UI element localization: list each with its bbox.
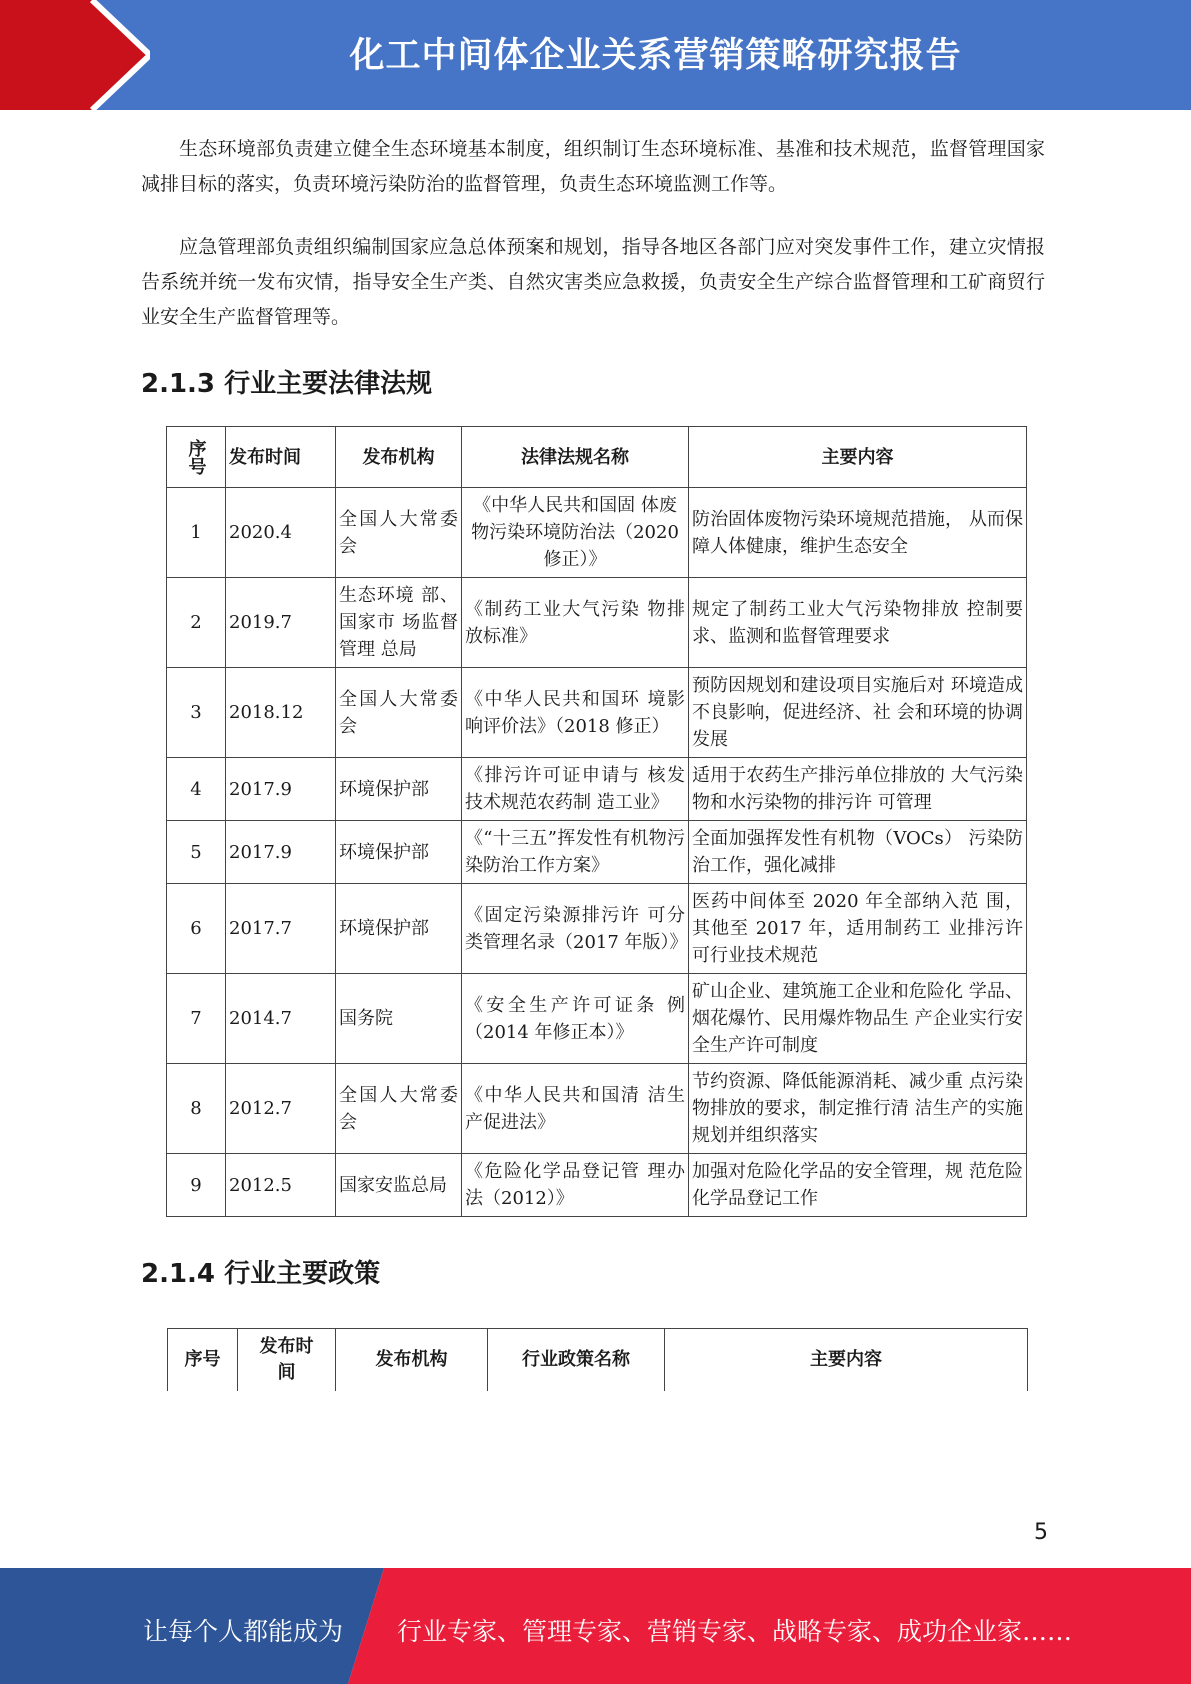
- row-law-name: 《固定污染源排污许 可分类管理名录（2017 年版）》: [462, 884, 689, 974]
- col-header-law-name: 法律法规名称: [462, 427, 689, 488]
- col-header-content: 主要内容: [665, 1329, 1028, 1392]
- table-row: [167, 488, 1027, 578]
- row-content: 矿山企业、建筑施工企业和危险化 学品、烟花爆竹、民用爆炸物品生 产企业实行安全生产许可制度: [689, 974, 1027, 1064]
- row-date: 2017.9: [226, 758, 336, 821]
- row-date: 2012.5: [226, 1154, 336, 1217]
- row-content: 规定了制药工业大气污染物排放 控制要求、监测和监督管理要求: [689, 578, 1027, 668]
- row-date: 2012.7: [226, 1064, 336, 1154]
- row-index: 1: [167, 488, 226, 578]
- col-header-index: 序号: [168, 1329, 238, 1392]
- row-date: 2020.4: [226, 488, 336, 578]
- table-row: [167, 1064, 1027, 1154]
- col-header-index: 序号: [167, 427, 226, 488]
- row-content: 医药中间体至 2020 年全部纳入范 围，其他至 2017 年，适用制药工 业排污许可行业技术规范: [689, 884, 1027, 974]
- laws-table: [166, 426, 1027, 1217]
- table-row: [167, 821, 1027, 884]
- header-arrow-decoration: [0, 0, 150, 110]
- paragraph-emergency-ministry: 应急管理部负责组织编制国家应急总体预案和规划，指导各地区各部门应对突发事件工作，建立灾情报告系统并统一发布灾情，指导安全生产类、自然灾害类应急救援，负责安全生产综合监督管理和工矿商贸行业安全生产监督管理等。: [141, 236, 1045, 328]
- policies-table: [167, 1328, 1028, 1391]
- col-header-date: 发布时间: [226, 427, 336, 488]
- row-org: 环境保护部: [336, 758, 462, 821]
- row-date: 2017.9: [226, 821, 336, 884]
- row-org: 国家安监总局: [336, 1154, 462, 1217]
- row-index: 7: [167, 974, 226, 1064]
- row-date: 2014.7: [226, 974, 336, 1064]
- table-row: [167, 758, 1027, 821]
- row-content: 预防因规划和建设项目实施后对 环境造成不良影响，促进经济、社 会和环境的协调发展: [689, 668, 1027, 758]
- row-org: 环境保护部: [336, 821, 462, 884]
- row-index: 3: [167, 668, 226, 758]
- col-header-date: 发布时间: [238, 1329, 336, 1392]
- section-heading-policies: 2.1.4 行业主要政策: [141, 1259, 381, 1289]
- row-content: 防治固体废物污染环境规范措施， 从而保障人体健康，维护生态安全: [689, 488, 1027, 578]
- laws-table-header-row: [167, 427, 1027, 488]
- page-content: [141, 132, 1045, 1391]
- row-org: 生态环境 部、国家市 场监督管理 总局: [336, 578, 462, 668]
- table-row: [167, 578, 1027, 668]
- row-law-name: 《安全生产许可证条 例（2014 年修正本）》: [462, 974, 689, 1064]
- table-row: [167, 884, 1027, 974]
- col-header-content: 主要内容: [689, 427, 1027, 488]
- row-law-name: 《中华人民共和国清 洁生产促进法》: [462, 1064, 689, 1154]
- policies-table-header-row: [168, 1329, 1028, 1392]
- row-law-name: 《危险化学品登记管 理办法（2012）》: [462, 1154, 689, 1217]
- col-header-org: 发布机构: [336, 1329, 488, 1392]
- table-row: [167, 668, 1027, 758]
- row-index: 9: [167, 1154, 226, 1217]
- col-header-policy-name: 行业政策名称: [488, 1329, 665, 1392]
- row-date: 2019.7: [226, 578, 336, 668]
- row-index: 5: [167, 821, 226, 884]
- row-law-name: 《“十三五”挥发性有机物污染防治工作方案》: [462, 821, 689, 884]
- report-title: 化工中间体企业关系营销策略研究报告: [349, 36, 962, 76]
- row-index: 2: [167, 578, 226, 668]
- row-content: 适用于农药生产排污单位排放的 大气污染物和水污染物的排污许 可管理: [689, 758, 1027, 821]
- col-header-org: 发布机构: [336, 427, 462, 488]
- footer-slogan-right: 行业专家、管理专家、营销专家、战略专家、成功企业家……: [397, 1617, 1073, 1646]
- row-index: 6: [167, 884, 226, 974]
- row-org: 全国人大常委会: [336, 668, 462, 758]
- paragraph-ecology-ministry: 生态环境部负责建立健全生态环境基本制度，组织制订生态环境标准、基准和技术规范，监督管理国家减排目标的落实，负责环境污染防治的监督管理，负责生态环境监测工作等。: [141, 138, 1045, 195]
- row-org: 全国人大常委会: [336, 1064, 462, 1154]
- table-row: [167, 974, 1027, 1064]
- row-content: 全面加强挥发性有机物（VOCs） 污染防治工作，强化减排: [689, 821, 1027, 884]
- row-org: 国务院: [336, 974, 462, 1064]
- page-number: 5: [1034, 1520, 1048, 1545]
- row-date: 2017.7: [226, 884, 336, 974]
- row-org: 全国人大常委会: [336, 488, 462, 578]
- section-heading-laws: 2.1.3 行业主要法律法规: [141, 369, 433, 399]
- row-org: 环境保护部: [336, 884, 462, 974]
- row-law-name: 《中华人民共和国固 体废物污染环境防治法（2020 修正）》: [462, 488, 689, 578]
- row-law-name: 《中华人民共和国环 境影响评价法》（2018 修正）: [462, 668, 689, 758]
- row-content: 加强对危险化学品的安全管理，规 范危险化学品登记工作: [689, 1154, 1027, 1217]
- table-row: [167, 1154, 1027, 1217]
- footer-slogan-left: 让每个人都能成为: [143, 1617, 344, 1646]
- row-index: 4: [167, 758, 226, 821]
- row-content: 节约资源、降低能源消耗、减少重 点污染物排放的要求，制定推行清 洁生产的实施规划并组织落实: [689, 1064, 1027, 1154]
- row-law-name: 《排污许可证申请与 核发技术规范农药制 造工业》: [462, 758, 689, 821]
- row-date: 2018.12: [226, 668, 336, 758]
- row-law-name: 《制药工业大气污染 物排放标准》: [462, 578, 689, 668]
- row-index: 8: [167, 1064, 226, 1154]
